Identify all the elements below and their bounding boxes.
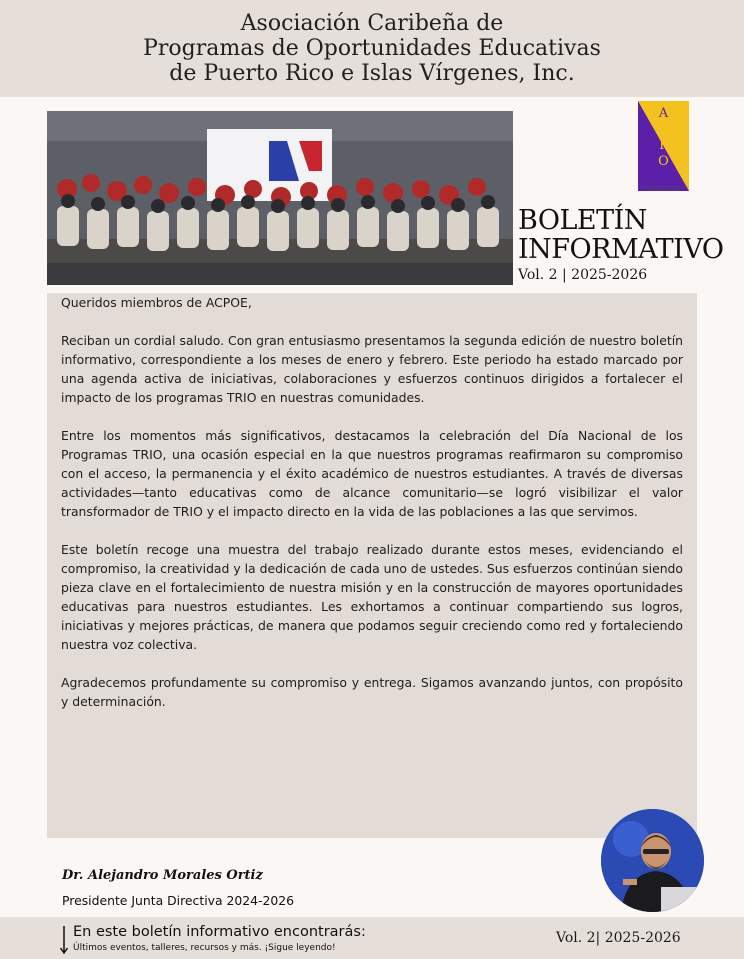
- letter-paragraph: Agradecemos profundamente su compromiso y entrega. Sigamos avanzando juntos, con propósito y determinación.: [61, 675, 683, 709]
- newsletter-title: [518, 206, 738, 264]
- acpoe-logo: [638, 101, 689, 191]
- logo-caption: Asociación Caribeña de Programas de Oportunidades Educativas: [640, 186, 688, 192]
- logo-letter-p: P: [659, 138, 668, 153]
- president-portrait: [601, 809, 704, 912]
- volume-label: Vol. 2 | 2025-2026: [518, 267, 648, 283]
- arrow-down-icon: [59, 925, 69, 955]
- letter-greeting: Queridos miembros de ACPOE,: [61, 295, 252, 310]
- president-letter: [47, 293, 697, 838]
- logo-letter-a: A: [658, 106, 669, 121]
- letter-paragraph: Entre los momentos más significativos, destacamos la celebración del Día Nacional de los Programas TRIO, una ocasión especial en la que nuestros programas reafirmaron su compromiso con el acceso, la permanencia y el éxito académico de nuestros estudiantes. A través de diversas actividades—tanto educativas como de alcance comunitario—se logró visibilizar el valor transformador de TRIO y el impacto directo en la vida de las poblaciones a las que servimos.: [61, 428, 683, 519]
- logo-letter-e: E: [658, 170, 669, 185]
- org-name-line-3: de Puerto Rico e Islas Vírgenes, Inc.: [169, 61, 575, 86]
- footer-title: En este boletín informativo encontrarás:: [73, 924, 366, 940]
- logo-letter-o: O: [658, 154, 669, 169]
- group-photo: [47, 111, 513, 285]
- title-line-1: BOLETÍN: [518, 205, 647, 236]
- signature-name: Dr. Alejandro Morales Ortiz: [62, 868, 263, 883]
- letter-paragraph: Este boletín recoge una muestra del trabajo realizado durante estos meses, evidenciando el compromiso, la creatividad y la dedicación de cada uno de ustedes. Sus esfuerzos continúan siendo pieza clave en el fortalecimiento de nuestra misión y en la construcción de mayores oportunidades educativas para nuestros estudiantes. Les exhortamos a continuar compartiendo sus logros, iniciativas y mejores prácticas, de manera que podamos seguir creciendo como red y fortaleciendo nuestra voz colectiva.: [61, 542, 683, 652]
- signature-role: Presidente Junta Directiva 2024-2026: [62, 893, 295, 908]
- header-band: [0, 0, 744, 97]
- org-name-line-1: Asociación Caribeña de: [240, 11, 504, 36]
- letter-paragraph: Reciban un cordial saludo. Con gran entusiasmo presentamos la segunda edición de nuestro boletín informativo, correspondiente a los meses de enero y febrero. Este periodo ha estado marcado por una agenda activa de iniciativas, colaboraciones y esfuerzos continuos dirigidos a fortalecer el impacto de los programas TRIO en nuestras comunidades.: [61, 333, 683, 405]
- org-name-line-2: Programas de Oportunidades Educativas: [143, 36, 601, 61]
- footer-volume-label: Vol. 2| 2025-2026: [556, 930, 681, 946]
- logo-letter-c: C: [658, 122, 669, 137]
- title-line-2: INFORMATIVO: [518, 234, 724, 265]
- footer-subtitle: Últimos eventos, talleres, recursos y más. ¡Sigue leyendo!: [73, 943, 336, 953]
